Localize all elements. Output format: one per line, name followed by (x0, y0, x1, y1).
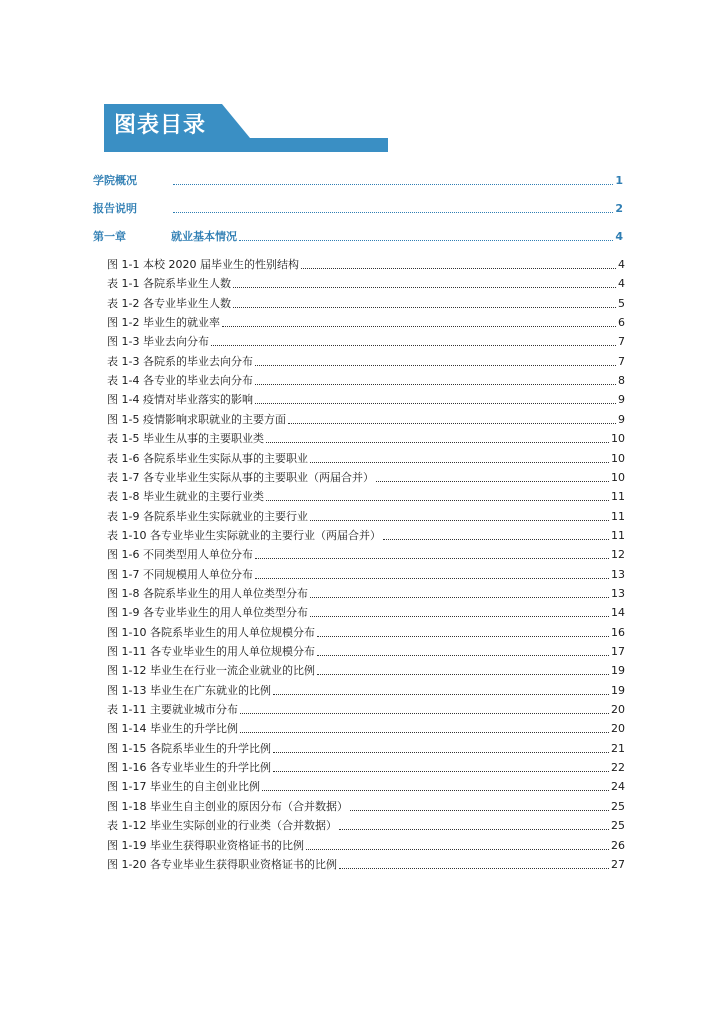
page-number: 20 (611, 722, 625, 736)
page-number: 11 (611, 528, 625, 542)
page-number: 10 (611, 451, 625, 465)
dot-leader (239, 239, 613, 241)
entry-label: 表 1-1 各院系毕业生人数 (107, 277, 231, 291)
entry-label: 表 1-5 毕业生从事的主要职业类 (107, 432, 264, 446)
entry-label: 表 1-7 各专业毕业生实际从事的主要职业（两届合并） (107, 470, 374, 484)
page-number: 24 (611, 780, 625, 794)
entry-label: 表 1-3 各院系的毕业去向分布 (107, 354, 253, 368)
page-number: 17 (611, 645, 625, 658)
entry-label: 图 1-17 毕业生的自主创业比例 (107, 780, 260, 794)
toc-sub-entry[interactable] (107, 411, 625, 427)
entry-label: 图 1-11 各专业毕业生的用人单位规模分布 (107, 645, 315, 658)
toc-sub-entry[interactable] (107, 333, 625, 349)
entry-label: 图 1-8 各院系毕业生的用人单位类型分布 (107, 586, 308, 600)
page-number: 19 (611, 683, 625, 697)
chapter-number: 第一章 (93, 230, 126, 243)
entry-label: 图 1-20 各专业毕业生获得职业资格证书的比例 (107, 857, 337, 871)
page-number: 9 (618, 412, 625, 426)
page-number: 4 (615, 230, 623, 243)
entry-label: 图 1-12 毕业生在行业一流企业就业的比例 (107, 664, 315, 678)
page-number: 12 (611, 548, 625, 562)
entry-label: 图 1-1 本校 2020 届毕业生的性别结构 (107, 258, 299, 271)
page-number: 10 (611, 432, 625, 446)
entry-label: 图 1-19 毕业生获得职业资格证书的比例 (107, 838, 304, 852)
toc-sub-entry[interactable] (107, 566, 625, 582)
dot-leader (255, 557, 609, 559)
dot-leader (273, 751, 609, 753)
toc-sub-entry[interactable] (107, 275, 625, 291)
dot-leader (317, 654, 609, 656)
entry-label: 图 1-10 各院系毕业生的用人单位规模分布 (107, 625, 315, 639)
toc-sub-entry[interactable] (107, 662, 625, 678)
entry-label: 图 1-5 疫情影响求职就业的主要方面 (107, 412, 286, 426)
toc-sub-entry[interactable] (107, 488, 625, 504)
dot-leader (255, 402, 616, 404)
dot-leader (255, 577, 609, 579)
toc-sub-entry[interactable] (107, 798, 625, 814)
toc-sub-entry[interactable] (107, 430, 625, 446)
entry-label: 表 1-8 毕业生就业的主要行业类 (107, 490, 264, 504)
entry-label: 图 1-9 各专业毕业生的用人单位类型分布 (107, 606, 308, 620)
toc-sub-entry[interactable] (107, 391, 625, 407)
entry-label: 图 1-3 毕业去向分布 (107, 335, 209, 349)
page-number: 11 (611, 490, 625, 504)
dot-leader (317, 635, 609, 637)
toc-sub-entry[interactable] (107, 256, 625, 272)
entry-title: 学院概况 (93, 174, 137, 187)
dot-leader (376, 480, 609, 482)
dot-leader (273, 693, 609, 695)
entry-label: 图 1-4 疫情对毕业落实的影响 (107, 393, 253, 407)
toc-sub-entry[interactable] (107, 817, 625, 833)
entry-label: 表 1-11 主要就业城市分布 (107, 703, 238, 717)
toc-sub-entry[interactable] (107, 508, 625, 524)
page-number: 4 (618, 258, 625, 271)
dot-leader (255, 383, 616, 385)
toc-sub-entry[interactable] (107, 604, 625, 620)
toc-sub-entry[interactable] (107, 643, 625, 659)
dot-leader (240, 712, 609, 714)
toc-main-entry[interactable] (93, 172, 623, 188)
dot-leader (266, 441, 609, 443)
page-number: 6 (618, 316, 625, 330)
dot-leader (233, 306, 616, 308)
toc-sub-entry[interactable] (107, 740, 625, 756)
page-number: 25 (611, 819, 625, 833)
dot-leader (262, 789, 609, 791)
page-number: 11 (611, 509, 625, 523)
toc-sub-entry[interactable] (107, 624, 625, 640)
page-number: 4 (618, 277, 625, 291)
dot-leader (317, 673, 609, 675)
page-number: 21 (611, 741, 625, 755)
dot-leader (255, 364, 616, 366)
toc-sub-entry[interactable] (107, 837, 625, 853)
entry-label: 图 1-18 毕业生自主创业的原因分布（合并数据） (107, 799, 348, 813)
dot-leader (339, 867, 609, 869)
toc-sub-entry[interactable] (107, 314, 625, 330)
dot-leader (173, 183, 613, 185)
entry-label: 图 1-13 毕业生在广东就业的比例 (107, 683, 271, 697)
dot-leader (310, 461, 609, 463)
dot-leader (383, 538, 609, 540)
entry-title: 就业基本情况 (171, 230, 237, 243)
dot-leader (310, 615, 609, 617)
dot-leader (173, 211, 613, 213)
toc-sub-entry[interactable] (107, 720, 625, 736)
dot-leader (288, 422, 616, 424)
dot-leader (301, 267, 616, 269)
entry-label: 表 1-10 各专业毕业生实际就业的主要行业（两届合并） (107, 528, 381, 542)
page-number: 2 (615, 202, 623, 215)
entry-label: 表 1-4 各专业的毕业去向分布 (107, 374, 253, 388)
dot-leader (266, 499, 609, 501)
page-number: 16 (611, 625, 625, 639)
dot-leader (240, 731, 609, 733)
page-number: 8 (618, 374, 625, 388)
entry-label: 表 1-9 各院系毕业生实际就业的主要行业 (107, 509, 308, 523)
toc-sub-entry[interactable] (107, 701, 625, 717)
page-number: 9 (618, 393, 625, 407)
toc-sub-entry[interactable] (107, 469, 625, 485)
entry-label: 图 1-2 毕业生的就业率 (107, 316, 220, 330)
dot-leader (222, 325, 616, 327)
toc-sub-entry[interactable] (107, 856, 625, 872)
toc-main-entry[interactable] (93, 228, 623, 244)
toc-sub-entry[interactable] (107, 585, 625, 601)
page-number: 26 (611, 838, 625, 852)
dot-leader (310, 519, 609, 521)
page-number: 22 (611, 761, 625, 775)
page-number: 14 (611, 606, 625, 620)
entry-label: 图 1-14 毕业生的升学比例 (107, 722, 238, 736)
page-number: 5 (618, 296, 625, 310)
dot-leader (306, 848, 609, 850)
page-number: 7 (618, 335, 625, 349)
toc-sub-entry[interactable] (107, 546, 625, 562)
page-number: 13 (611, 567, 625, 581)
entry-label: 表 1-2 各专业毕业生人数 (107, 296, 231, 310)
page-number: 20 (611, 703, 625, 717)
entry-label: 图 1-16 各专业毕业生的升学比例 (107, 761, 271, 775)
entry-label: 表 1-6 各院系毕业生实际从事的主要职业 (107, 451, 308, 465)
entry-label: 图 1-15 各院系毕业生的升学比例 (107, 741, 271, 755)
toc-sub-entry[interactable] (107, 527, 625, 543)
entry-label: 图 1-7 不同规模用人单位分布 (107, 567, 253, 581)
dot-leader (350, 809, 609, 811)
dot-leader (273, 770, 609, 772)
toc-sub-entry[interactable] (107, 372, 625, 388)
toc-sub-entry[interactable] (107, 778, 625, 794)
toc-sub-entry[interactable] (107, 759, 625, 775)
page-number: 1 (615, 174, 623, 187)
entry-label: 图 1-6 不同类型用人单位分布 (107, 548, 253, 562)
page-number: 25 (611, 799, 625, 813)
dot-leader (233, 286, 616, 288)
toc-main-entry[interactable] (93, 200, 623, 216)
dot-leader (211, 344, 616, 346)
toc-sub-entry[interactable] (107, 682, 625, 698)
dot-leader (339, 828, 609, 830)
toc-sub-entry[interactable] (107, 353, 625, 369)
entry-title: 报告说明 (93, 202, 137, 215)
toc-header-banner (104, 104, 388, 152)
page-number: 7 (618, 354, 625, 368)
toc-sub-entry[interactable] (107, 450, 625, 466)
page-number: 27 (611, 857, 625, 871)
page-number: 19 (611, 664, 625, 678)
entry-label: 表 1-12 毕业生实际创业的行业类（合并数据） (107, 819, 337, 833)
page-number: 10 (611, 470, 625, 484)
page-number: 13 (611, 586, 625, 600)
toc-sub-entry[interactable] (107, 295, 625, 311)
page-title: 图表目录 (114, 113, 207, 138)
dot-leader (310, 596, 609, 598)
